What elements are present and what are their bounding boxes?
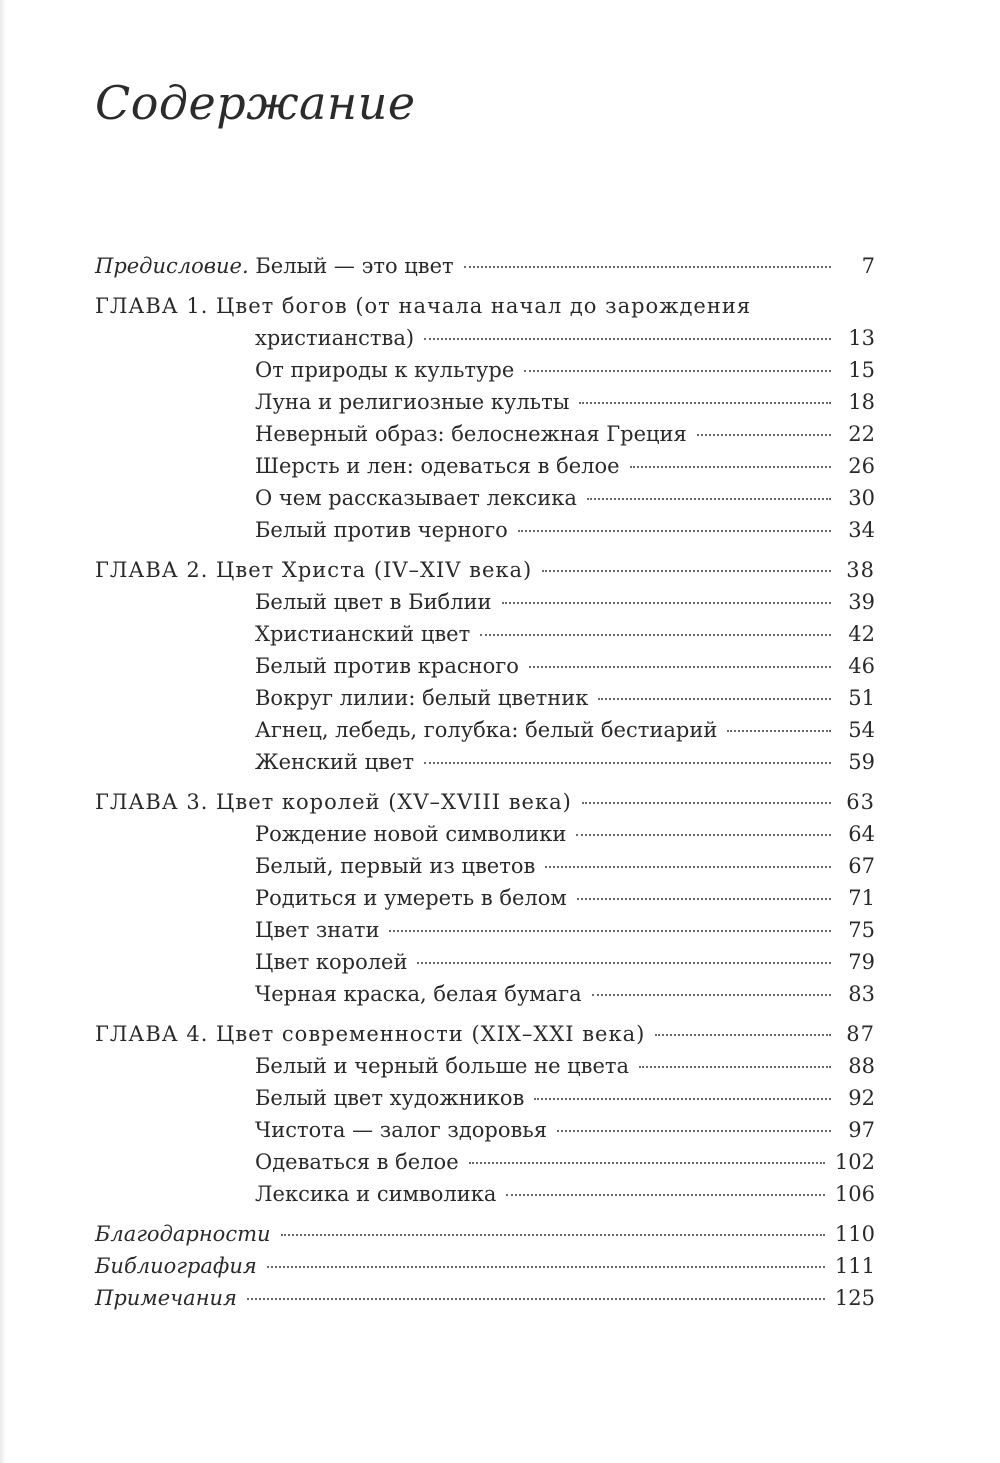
back-matter	[95, 1218, 875, 1314]
page-number: 22	[848, 422, 875, 446]
dot-leader	[579, 402, 831, 404]
page-number: 7	[861, 254, 875, 278]
toc-entry-acknowledgements[interactable]	[95, 1218, 875, 1250]
dot-leader	[247, 1298, 825, 1300]
page-number: 102	[834, 1150, 875, 1174]
page-number: 15	[848, 358, 875, 382]
toc-entry[interactable]	[95, 618, 875, 650]
toc-entry-preface[interactable]	[95, 250, 875, 282]
toc-entry-label: Шерсть и лен: одеваться в белое	[255, 454, 620, 478]
page-number: 71	[848, 886, 875, 910]
dot-leader	[469, 1162, 825, 1164]
chapter-heading-label: ГЛАВА 1. Цвет богов (от начала начал до зарождения	[95, 294, 752, 318]
chapter-4	[95, 1018, 875, 1210]
page-number: 75	[848, 918, 875, 942]
page-number: 87	[846, 1022, 875, 1046]
toc-entry-label: Родиться и умереть в белом	[255, 886, 567, 910]
toc-entry-label: О чем рассказывает лексика	[255, 486, 577, 510]
page-number: 26	[848, 454, 875, 478]
dot-leader	[281, 1234, 825, 1236]
dot-leader	[529, 666, 831, 668]
toc-entry[interactable]	[95, 482, 875, 514]
toc-entry-label: Белый и черный больше не цвета	[255, 1054, 630, 1078]
dot-leader	[417, 962, 831, 964]
chapter-3	[95, 786, 875, 1010]
toc-entry[interactable]	[95, 946, 875, 978]
chapter-heading[interactable]	[95, 1018, 875, 1050]
page-number: 30	[848, 486, 875, 510]
page-number: 92	[848, 1086, 875, 1110]
page-number: 111	[834, 1254, 875, 1278]
toc-entry[interactable]	[95, 882, 875, 914]
toc-entry-notes[interactable]	[95, 1282, 875, 1314]
page-number: 110	[834, 1222, 875, 1246]
dot-leader	[577, 898, 831, 900]
dot-leader	[592, 994, 831, 996]
chapter-heading[interactable]	[95, 290, 875, 322]
dot-leader	[697, 434, 831, 436]
toc-entry[interactable]	[95, 1178, 875, 1210]
page-number: 88	[848, 1054, 875, 1078]
toc-entry[interactable]	[95, 354, 875, 386]
preface-label-rest: Белый — это цвет	[248, 254, 454, 278]
toc-entry[interactable]	[95, 1050, 875, 1082]
page-number: 106	[834, 1182, 875, 1206]
toc-entry-label: Библиография	[95, 1254, 257, 1278]
dot-leader	[389, 930, 831, 932]
toc-entry-label: Рождение новой символики	[255, 822, 567, 846]
toc-entry-label: Лексика и символика	[255, 1182, 497, 1206]
toc-entry-label: Белый, первый из цветов	[255, 854, 536, 878]
page-number: 51	[848, 686, 875, 710]
toc-entry-label: Черная краска, белая бумага	[255, 982, 582, 1006]
preface-italic-label: Предисловие.	[95, 254, 249, 278]
chapter-heading-label: христианства)	[255, 326, 415, 350]
dot-leader	[545, 866, 831, 868]
toc-entry-bibliography[interactable]	[95, 1250, 875, 1282]
dot-leader	[524, 370, 831, 372]
toc-entry[interactable]	[95, 386, 875, 418]
toc-entry[interactable]	[95, 850, 875, 882]
page-number: 63	[846, 790, 875, 814]
dot-leader	[639, 1066, 831, 1068]
chapter-heading[interactable]	[95, 554, 875, 586]
toc-entry[interactable]	[95, 514, 875, 546]
page-number: 125	[834, 1286, 875, 1310]
chapter-1	[95, 290, 875, 546]
page-number: 46	[848, 654, 875, 678]
chapter-heading[interactable]	[95, 786, 875, 818]
toc-entry-label: Агнец, лебедь, голубка: белый бестиарий	[255, 718, 718, 742]
page-number: 13	[848, 326, 875, 350]
toc-entry[interactable]	[95, 418, 875, 450]
dot-leader	[267, 1266, 825, 1268]
toc-entry-label: Чистота — залог здоровья	[255, 1118, 547, 1142]
toc-entry-label	[95, 250, 454, 282]
toc-entry[interactable]	[95, 1114, 875, 1146]
chapter-heading-label: ГЛАВА 3. Цвет королей (XV–XVIII века)	[95, 790, 572, 814]
toc-entry-label: Белый против черного	[255, 518, 508, 542]
toc-entry-label: Женский цвет	[255, 750, 414, 774]
dot-leader	[576, 834, 831, 836]
page-number: 79	[848, 950, 875, 974]
page-number: 34	[848, 518, 875, 542]
page-title: Содержание	[95, 76, 416, 130]
dot-leader	[480, 634, 831, 636]
toc-entry[interactable]	[95, 1082, 875, 1114]
dot-leader	[587, 498, 831, 500]
dot-leader	[506, 1194, 825, 1196]
toc-entry-label: Одеваться в белое	[255, 1150, 459, 1174]
table-of-contents	[95, 250, 875, 1314]
dot-leader	[582, 802, 831, 804]
dot-leader	[630, 466, 831, 468]
dot-leader	[424, 762, 831, 764]
chapter-2	[95, 554, 875, 778]
dot-leader	[557, 1130, 831, 1132]
toc-entry-label: От природы к культуре	[255, 358, 515, 382]
toc-entry[interactable]	[95, 978, 875, 1010]
dot-leader	[598, 698, 831, 700]
toc-entry[interactable]	[95, 450, 875, 482]
toc-entry-label: Благодарности	[95, 1222, 271, 1246]
dot-leader	[542, 570, 831, 572]
toc-entry-label: Белый цвет художников	[255, 1086, 525, 1110]
toc-entry-label: Христианский цвет	[255, 622, 471, 646]
page-number: 83	[848, 982, 875, 1006]
toc-entry-label: Цвет королей	[255, 950, 408, 974]
page-number: 39	[848, 590, 875, 614]
toc-entry-label: Неверный образ: белоснежная Греция	[255, 422, 687, 446]
page-number: 64	[848, 822, 875, 846]
page-number: 42	[848, 622, 875, 646]
toc-entry[interactable]	[95, 746, 875, 778]
dot-leader	[464, 266, 831, 268]
toc-entry[interactable]	[95, 914, 875, 946]
toc-entry[interactable]	[95, 586, 875, 618]
toc-entry[interactable]	[95, 714, 875, 746]
dot-leader	[518, 530, 831, 532]
toc-entry-label: Примечания	[95, 1286, 237, 1310]
dot-leader	[424, 338, 831, 340]
toc-entry-label: Цвет знати	[255, 918, 380, 942]
dot-leader	[534, 1098, 831, 1100]
toc-entry-label: Белый цвет в Библии	[255, 590, 492, 614]
toc-entry[interactable]	[95, 818, 875, 850]
toc-entry[interactable]	[95, 682, 875, 714]
toc-entry-label: Луна и религиозные культы	[255, 390, 570, 414]
dot-leader	[655, 1034, 831, 1036]
toc-entry[interactable]	[95, 1146, 875, 1178]
dot-leader	[727, 730, 831, 732]
chapter-heading-label: ГЛАВА 4. Цвет современности (XIX–XXI века)	[95, 1022, 646, 1046]
toc-entry[interactable]	[95, 650, 875, 682]
page-number: 54	[848, 718, 875, 742]
chapter-heading-label: ГЛАВА 2. Цвет Христа (IV–XIV века)	[95, 558, 533, 582]
toc-entry-label: Вокруг лилии: белый цветник	[255, 686, 589, 710]
chapter-heading-continued[interactable]	[95, 322, 875, 354]
page-number: 59	[848, 750, 875, 774]
page-number: 67	[848, 854, 875, 878]
dot-leader	[502, 602, 831, 604]
toc-entry-label: Белый против красного	[255, 654, 519, 678]
page-edge-shadow	[0, 0, 6, 1463]
page-number: 97	[848, 1118, 875, 1142]
page-number: 38	[846, 558, 875, 582]
page-number: 18	[848, 390, 875, 414]
